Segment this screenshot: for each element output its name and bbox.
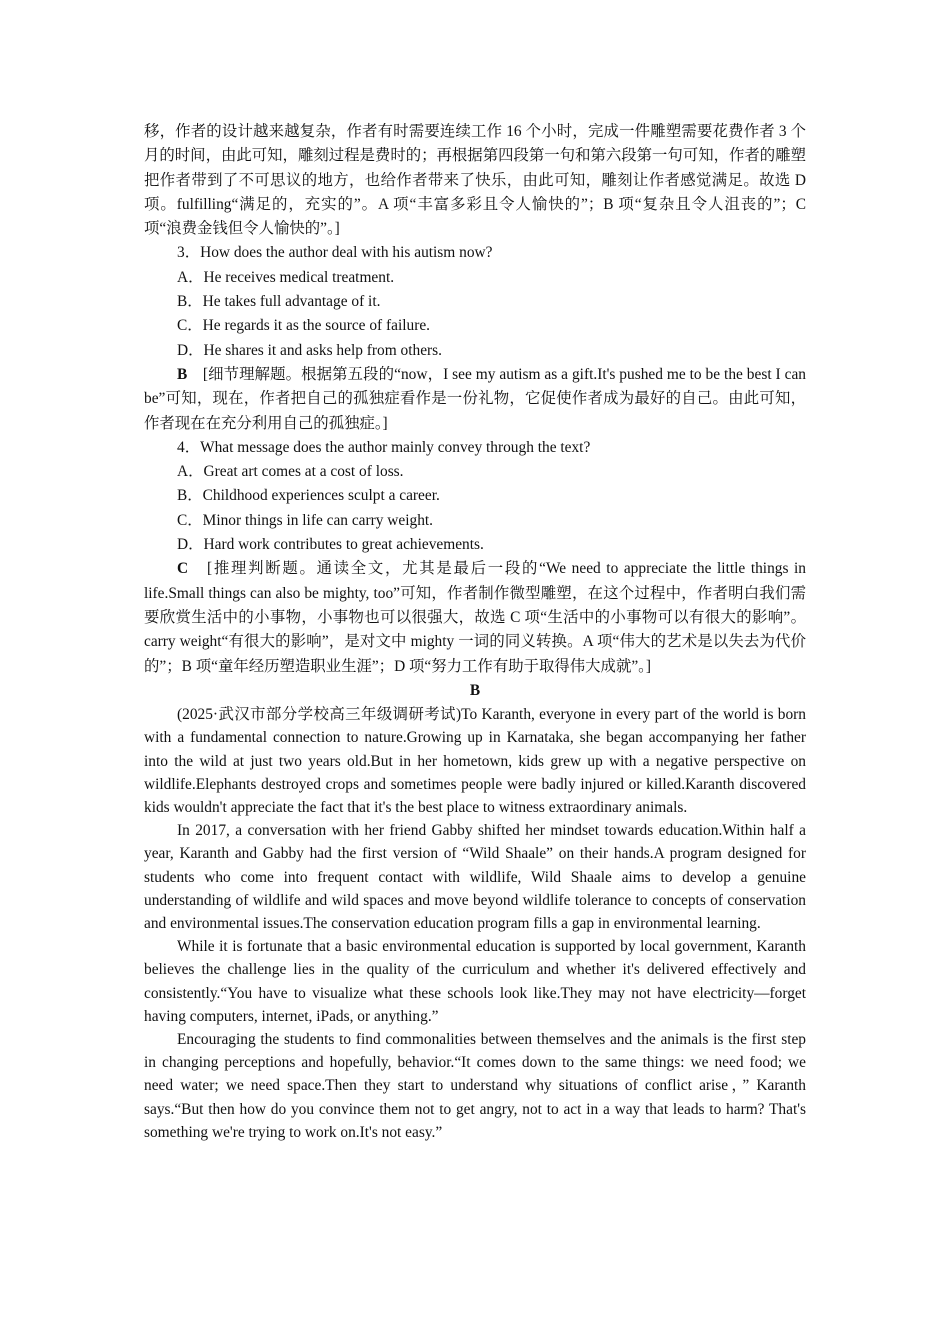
question-4 bbox=[144, 436, 806, 679]
option-c: C．He regards it as the source of failure. bbox=[177, 317, 430, 335]
passage-paragraph-4: Encouraging the students to find commonalities between themselves and the animals is the first step in changing perceptions and hopefully, behavior.“It comes down to the same things: we need food; we need water; we need space.Then they start to understand why situations of conflict arise，” Karanth says.“But then how do you convince them not to get angry, not to act in a way that leads to harm? That's something we're trying to work on.It's not easy.” bbox=[144, 1030, 806, 1141]
option-a: A．He receives medical treatment. bbox=[177, 268, 395, 286]
answer-letter: C bbox=[177, 560, 189, 578]
explanation-text: [细节理解题。根据第五段的“now，I see my autism as a gift.It's pushed me to be the best I can be”可知，现在，作者把自己的孤独症看作是一份礼物，它促使作者成为最好的自己。由此可知，作者现在在充分利用自己的孤独症。] bbox=[144, 365, 806, 432]
passage-paragraph-1: (2025·武汉市部分学校高三年级调研考试)To Karanth, everyone in every part of the world is born with a fundamental connection to nature.Growing up in Karnataka, she began accompanying her father into the wild at just two years old.But in her hometown, kids grew up with a negative perspective on wildlife.Elephants destroyed crops and sometimes people were badly injured or killed.Karanth discovered kids wouldn't appreciate the fact that it's the best place to witness extraordinary animals. bbox=[144, 706, 806, 816]
passage-paragraph-2: In 2017, a conversation with her friend Gabby shifted her mindset towards education.Within half a year, Karanth and Gabby had the first version of “Wild Shaale” on their hands.A program designed for students who come into frequent contact with wildlife, Wild Shaale aims to develop a genuine understanding of wildlife and wild spaces and move beyond wildlife tolerance to concepts of conservation and environmental issues.The conservation education program fills a gap in environmental learning. bbox=[144, 822, 806, 932]
option-b: B．Childhood experiences sculpt a career. bbox=[177, 487, 440, 505]
question-stem: 4．What message does the author mainly convey through the text? bbox=[177, 438, 591, 456]
question-3 bbox=[144, 241, 806, 435]
option-d: D．Hard work contributes to great achievements. bbox=[177, 536, 484, 554]
option-a: A．Great art comes at a cost of loss. bbox=[177, 463, 404, 481]
passage-paragraph-3: While it is fortunate that a basic environmental education is supported by local government, Karanth believes the challenge lies in the quality of the curriculum and whether it's delivered effectively and consistently.“You have to visualize what these schools look like.They may not have electricity—forget having computers, internet, iPads, or anything.” bbox=[144, 938, 806, 1025]
previous-answer-explanation: 移，作者的设计越来越复杂，作者有时需要连续工作 16 个小时，完成一件雕塑需要花费作者 3 个月的时间，由此可知，雕刻过程是费时的；再根据第四段第一句和第六段第一句可知，作者的雕塑把作者带到了不可思议的地方，也给作者带来了快乐，由此可知，雕刻让作者感觉满足。故选 D 项。fulfilling“满足的，充实的”。A 项“丰富多彩且令人愉快的”；B 项“复杂且令人沮丧的”；C 项“浪费金钱但令人愉快的”。] bbox=[144, 123, 806, 238]
question-stem: 3．How does the author deal with his autism now? bbox=[177, 244, 493, 262]
option-c: C．Minor things in life can carry weight. bbox=[177, 511, 434, 529]
option-b: B．He takes full advantage of it. bbox=[177, 293, 381, 311]
option-d: D．He shares it and asks help from others. bbox=[177, 341, 442, 359]
section-heading: B bbox=[469, 681, 481, 699]
explanation-text: [推理判断题。通读全文，尤其是最后一段的“We need to appreciate the little things in life.Small things can also be mighty, too”可知，作者制作微型雕塑，在这个过程中，作者明白我们需要欣赏生活中的小事物，小事物也可以很强大，故选 C 项“生活中的小事物可以有很大的影响”。carry weight“有很大的影响”，是对文中 mighty 一词的同义转换。A 项“伟大的艺术是以失去为代价的”；B 项“童年经历塑造职业生涯”；D 项“努力工作有助于取得伟大成就”。] bbox=[144, 560, 806, 675]
answer-letter: B bbox=[177, 365, 188, 383]
answer-explanation bbox=[144, 557, 806, 678]
answer-explanation bbox=[144, 363, 806, 436]
document-page bbox=[144, 120, 806, 1144]
